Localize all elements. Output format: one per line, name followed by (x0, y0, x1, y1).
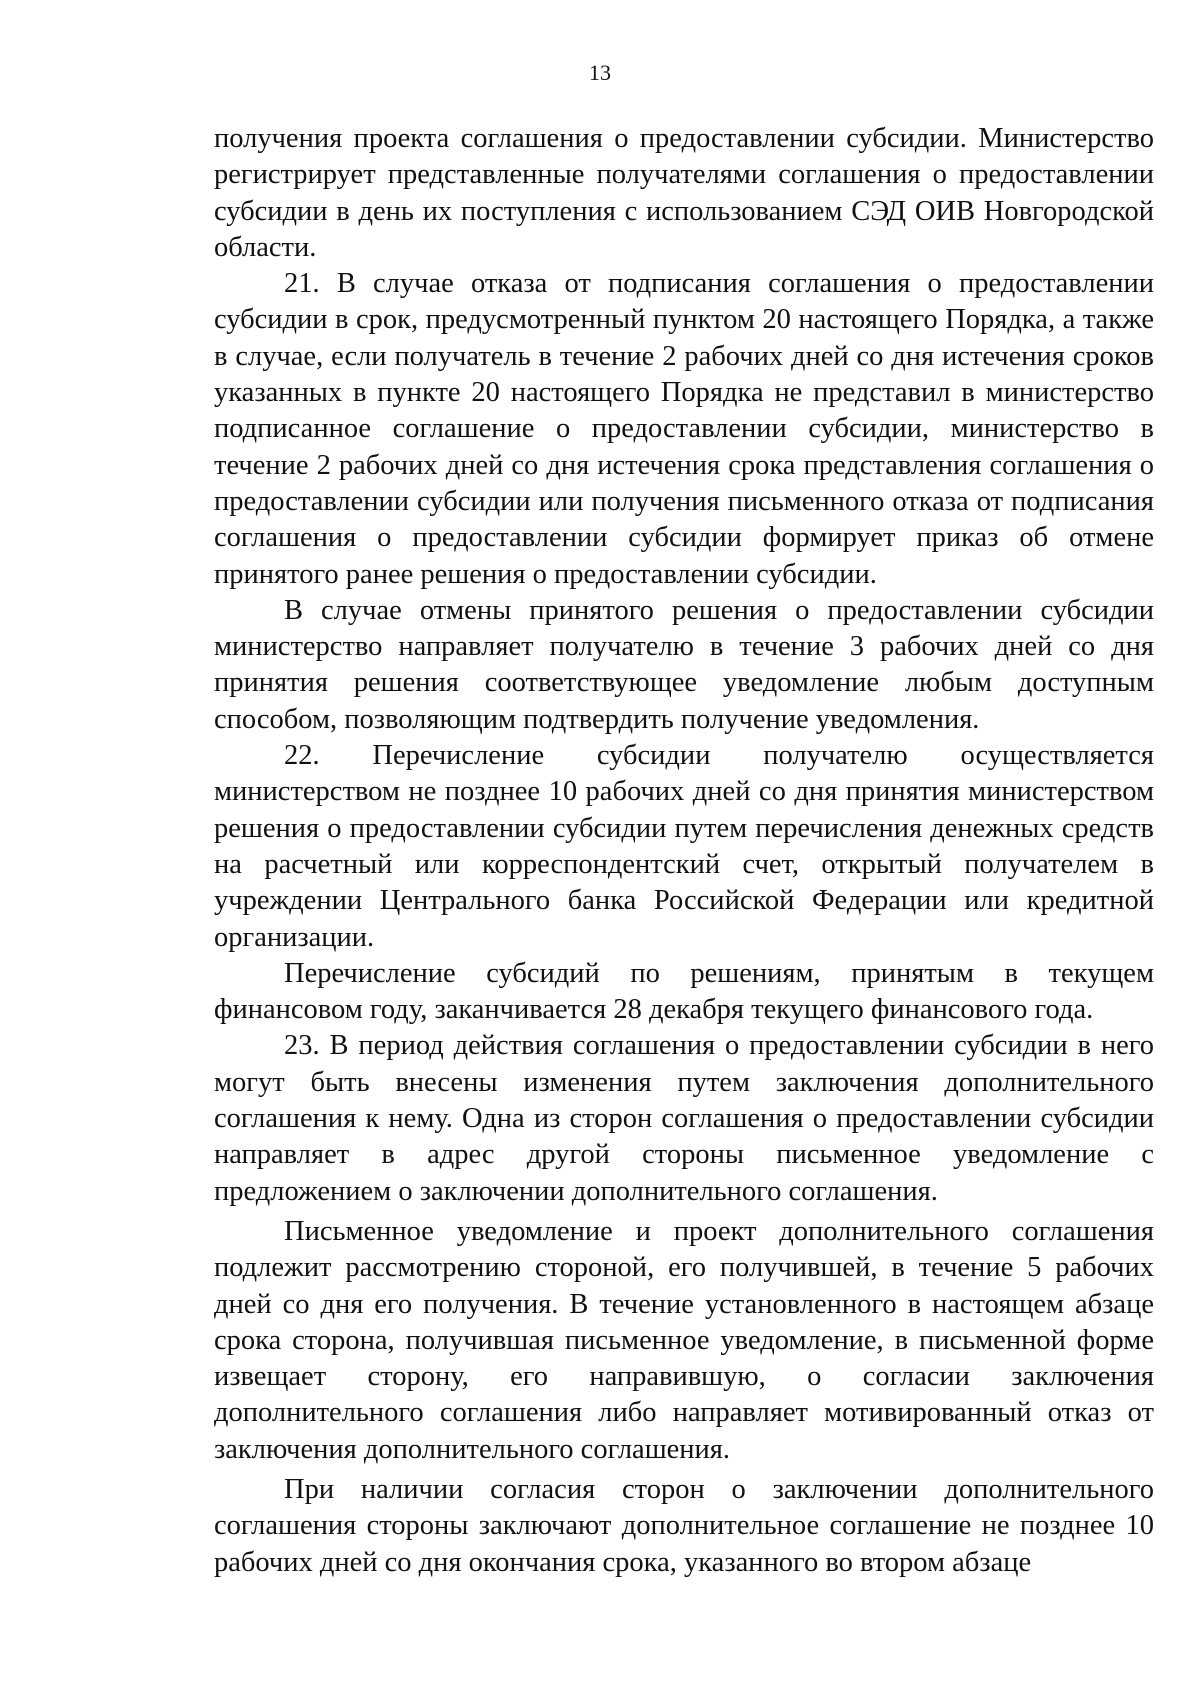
paragraph-transfer-deadline: Перечисление субсидий по решениям, принятым в текущем финансовом году, заканчивается 28 декабря текущего финансового года. (214, 957, 1154, 1026)
paragraph-written-notice: Письменное уведомление и проект дополнительного соглашения подлежит рассмотрению стороной, его получившей, в течение 5 рабочих дней со дня его получения. В течение установленного в настоящем абзаце срока сторона, получившая письменное уведомление, в письменной форме извещает сторону, его направившую, о согласии заключения дополнительного соглашения либо направляет мотивированный отказ от заключения дополнительного соглашения. (214, 1215, 1154, 1465)
page-number: 13 (589, 60, 611, 85)
paragraph-item-23: 23. В период действия соглашения о предоставлении субсидии в него могут быть внесены изменения путем заключения дополнительного соглашения к нему. Одна из сторон соглашения о предоставлении субсидии направляет в адрес другой стороны письменное уведомление с предложением о заключении дополнительного соглашения. (214, 1030, 1154, 1207)
paragraph-item-21: 21. В случае отказа от подписания соглашения о предоставлении субсидии в срок, предусмотренный пунктом 20 настоящего Порядка, а также в случае, если получатель в течение 2 рабочих дней со дня истечения сроков указанных в пункте 20 настоящего Порядка не представил в министерство подписанное соглашение о предоставлении субсидии, министерство в течение 2 рабочих дней со дня истечения срока представления соглашения о предоставлении субсидии или получения письменного отказа от подписания соглашения о предоставлении субсидии формирует приказ об отмене принятого ранее решения о предоставлении субсидии. (214, 268, 1154, 590)
paragraph-agreement-conclusion: При наличии согласия сторон о заключении дополнительного соглашения стороны заключают дополнительное соглашение не позднее 10 рабочих дней со дня окончания срока, указанного во втором абзаце (214, 1473, 1154, 1578)
paragraph-cancellation-notice: В случае отмены принятого решения о предоставлении субсидии министерство направляет получателю в течение 3 рабочих дней со дня принятия решения соответствующее уведомление любым доступным способом, позволяющим подтвердить получение уведомления. (214, 594, 1154, 735)
paragraph-continuation: получения проекта соглашения о предоставлении субсидии. Министерство регистрирует представленные получателями соглашения о предоставлении субсидии в день их поступления с использованием СЭД ОИВ Новгородской области. (214, 123, 1154, 263)
document-body (214, 121, 1154, 1581)
paragraph-item-22: 22. Перечисление субсидии получателю осуществляется министерством не позднее 10 рабочих дней со дня принятия министерством решения о предоставлении субсидии путем перечисления денежных средств на расчетный или корреспондентский счет, открытый получателем в учреждении Центрального банка Российской Федерации или кредитной организации. (214, 740, 1154, 953)
